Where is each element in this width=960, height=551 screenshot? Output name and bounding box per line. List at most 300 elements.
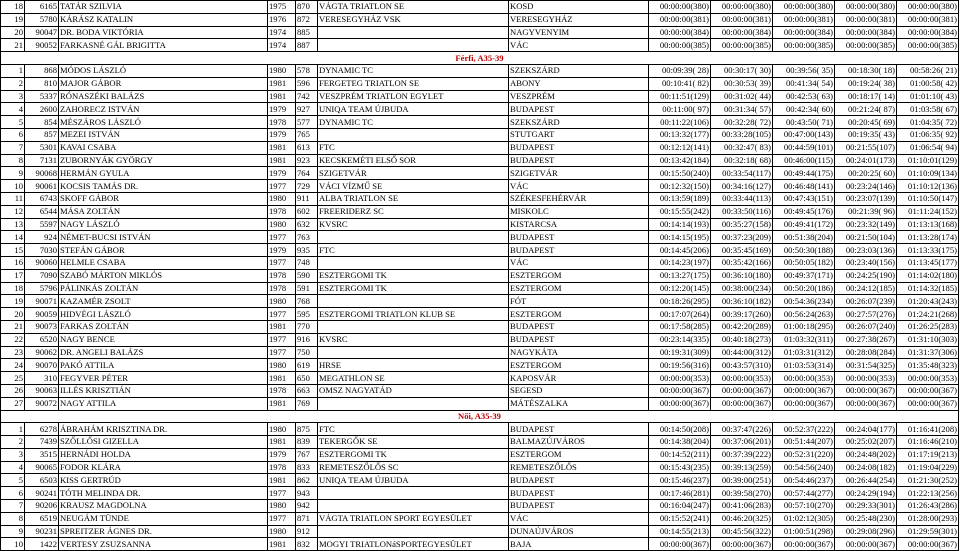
club-cell: REMETESZŐLŐS SC [318,461,509,474]
city-cell: SEGESD [509,384,649,397]
swim-time-cell: 00:00:00(381) [649,13,711,26]
city-cell: KISTARCSA [509,218,649,231]
run-time-cell: 00:00:00(385) [835,39,897,52]
total-time-cell: 01:21:30(252) [897,474,959,487]
bib-cell: 5337 [25,90,59,103]
category-title: Férfi, A35-39 [1,52,959,65]
bike-time-cell: 00:32:28( 72) [711,116,773,129]
table-row [1,282,959,295]
start-no-cell: 742 [296,90,318,103]
birth-year-cell: 1979 [268,103,296,116]
start-no-cell: 619 [296,359,318,372]
bike-time-cell: 00:32:18( 68) [711,154,773,167]
city-cell: ESZTERGOM [509,359,649,372]
birth-year-cell: 1974 [268,26,296,39]
bike-time-cell: 00:36:10(182) [711,295,773,308]
total-time-cell: 00:00:00(353) [897,372,959,385]
swim-time-cell: 00:00:00(384) [649,26,711,39]
place-cell: 23 [1,346,25,359]
run-time-cell: 00:24:04(177) [835,423,897,436]
birth-year-cell: 1980 [268,218,296,231]
bike-time-cell: 00:00:00(384) [711,26,773,39]
bib-cell: 90059 [25,308,59,321]
run-time-cell: 00:26:44(254) [835,474,897,487]
club-cell: ESZTERGOMI TRIATLON KLUB SE [318,308,509,321]
place-cell: 2 [1,77,25,90]
bike-time-cell: 00:33:50(116) [711,205,773,218]
name-cell: SZŐLLŐSI GIZELLA [59,436,268,449]
bib-cell: 868 [25,64,59,77]
swim-bike-time-cell: 01:00:51(298) [773,525,835,538]
city-cell: ESZTERGOM [509,308,649,321]
start-no-cell: 912 [296,525,318,538]
run-time-cell: 00:28:08(284) [835,346,897,359]
table-row [1,77,959,90]
birth-year-cell: 1981 [268,474,296,487]
bike-time-cell: 00:33:54(117) [711,167,773,180]
swim-bike-time-cell: 00:50:20(186) [773,282,835,295]
bib-cell: 810 [25,77,59,90]
table-row [1,384,959,397]
start-no-cell: 767 [296,448,318,461]
swim-bike-time-cell: 00:00:00(384) [773,26,835,39]
birth-year-cell: 1981 [268,77,296,90]
city-cell: BUDAPEST [509,244,649,257]
swim-bike-time-cell: 00:00:00(353) [773,372,835,385]
total-time-cell: 01:35:48(323) [897,359,959,372]
place-cell: 3 [1,90,25,103]
start-no-cell: 764 [296,167,318,180]
start-no-cell: 768 [296,295,318,308]
name-cell: NAGY BENCE [59,333,268,346]
birth-year-cell: 1981 [268,372,296,385]
place-cell: 19 [1,295,25,308]
birth-year-cell: 1980 [268,64,296,77]
start-no-cell: 927 [296,103,318,116]
swim-time-cell: 00:11:51(129) [649,90,711,103]
bike-time-cell: 00:39:17(260) [711,308,773,321]
run-time-cell: 00:27:38(267) [835,333,897,346]
swim-bike-time-cell: 00:49:41(172) [773,218,835,231]
club-cell: MOGYI TRIATLONáSPORTEGYESÜLET [318,538,509,551]
swim-bike-time-cell: 00:43:50( 71) [773,116,835,129]
bike-time-cell: 00:00:00(367) [711,384,773,397]
bike-time-cell: 00:36:10(180) [711,269,773,282]
place-cell: 18 [1,282,25,295]
swim-bike-time-cell: 00:51:38(204) [773,231,835,244]
birth-year-cell: 1977 [268,333,296,346]
run-time-cell: 00:21:24( 87) [835,103,897,116]
swim-bike-time-cell: 00:52:37(222) [773,423,835,436]
bike-time-cell: 00:34:16(127) [711,180,773,193]
bib-cell: 90068 [25,167,59,180]
bib-cell: 6165 [25,1,59,14]
swim-bike-time-cell: 00:51:44(207) [773,436,835,449]
bib-cell: 857 [25,128,59,141]
club-cell: ESZTERGOMI TK [318,448,509,461]
swim-time-cell: 00:14:14(193) [649,218,711,231]
swim-time-cell: 00:00:00(385) [649,39,711,52]
start-no-cell: 748 [296,256,318,269]
table-row [1,474,959,487]
table-row [1,423,959,436]
place-cell: 4 [1,103,25,116]
swim-time-cell: 00:15:46(237) [649,474,711,487]
total-time-cell: 01:01:10( 43) [897,90,959,103]
bib-cell: 6544 [25,205,59,218]
table-row [1,90,959,103]
bib-cell: 5597 [25,218,59,231]
name-cell: FODOR KLÁRA [59,461,268,474]
bib-cell: 1422 [25,538,59,551]
total-time-cell: 01:31:37(306) [897,346,959,359]
swim-time-cell: 00:17:07(264) [649,308,711,321]
bib-cell: 90063 [25,384,59,397]
swim-time-cell: 00:13:42(184) [649,154,711,167]
bike-time-cell: 00:33:28(105) [711,128,773,141]
run-time-cell: 00:24:29(194) [835,487,897,500]
club-cell [318,256,509,269]
bib-cell: 5301 [25,141,59,154]
club-cell: FTC [318,423,509,436]
birth-year-cell: 1980 [268,423,296,436]
place-cell: 3 [1,448,25,461]
bike-time-cell: 00:30:53( 39) [711,77,773,90]
swim-bike-time-cell: 01:03:53(314) [773,359,835,372]
bib-cell: 6743 [25,192,59,205]
start-no-cell: 885 [296,26,318,39]
run-time-cell: 00:19:35( 43) [835,128,897,141]
run-time-cell: 00:21:55(107) [835,141,897,154]
city-cell: BUDAPEST [509,500,649,513]
club-cell: DYNAMIC TC [318,116,509,129]
bib-cell: 90060 [25,256,59,269]
place-cell: 8 [1,154,25,167]
swim-time-cell: 00:11:00( 97) [649,103,711,116]
birth-year-cell: 1977 [268,180,296,193]
birth-year-cell: 1979 [268,128,296,141]
bike-time-cell: 00:31:34( 57) [711,103,773,116]
start-no-cell: 870 [296,1,318,14]
city-cell: VÁC [509,256,649,269]
place-cell: 6 [1,487,25,500]
run-time-cell: 00:27:57(276) [835,308,897,321]
birth-year-cell: 1978 [268,282,296,295]
swim-time-cell: 00:14:45(206) [649,244,711,257]
swim-time-cell: 00:00:00(353) [649,372,711,385]
run-time-cell: 00:31:54(325) [835,359,897,372]
place-cell: 21 [1,39,25,52]
place-cell: 20 [1,26,25,39]
club-cell [318,346,509,359]
place-cell: 15 [1,244,25,257]
start-no-cell: 839 [296,436,318,449]
total-time-cell: 01:13:33(175) [897,244,959,257]
total-time-cell: 01:10:12(136) [897,180,959,193]
table-row [1,308,959,321]
bib-cell: 854 [25,116,59,129]
name-cell: TÓTH MELINDA DR. [59,487,268,500]
run-time-cell: 00:18:30( 18) [835,64,897,77]
swim-bike-time-cell: 01:02:12(305) [773,512,835,525]
swim-time-cell: 00:11:22(106) [649,116,711,129]
bike-time-cell: 00:35:27(158) [711,218,773,231]
birth-year-cell: 1981 [268,538,296,551]
bib-cell: 2600 [25,103,59,116]
swim-bike-time-cell: 00:54:46(237) [773,474,835,487]
table-row [1,64,959,77]
swim-bike-time-cell: 00:44:59(101) [773,141,835,154]
run-time-cell: 00:00:00(367) [835,538,897,551]
start-no-cell: 577 [296,116,318,129]
run-time-cell: 00:24:12(185) [835,282,897,295]
name-cell: HERMÁN GYULA [59,167,268,180]
club-cell: TEKERGŐK SE [318,436,509,449]
name-cell: TATÁR SZILVIA [59,1,268,14]
birth-year-cell: 1981 [268,320,296,333]
table-row [1,295,959,308]
club-cell: UNIQA TEAM ÚJBUDA [318,474,509,487]
table-row [1,461,959,474]
swim-time-cell: 00:00:00(367) [649,538,711,551]
bike-time-cell: 00:32:47( 83) [711,141,773,154]
club-cell: KECSKEMÉTI ELSŐ SOR [318,154,509,167]
bike-time-cell: 00:37:39(222) [711,448,773,461]
swim-time-cell: 00:23:14(335) [649,333,711,346]
club-cell [318,320,509,333]
place-cell: 14 [1,231,25,244]
swim-time-cell: 00:16:04(247) [649,500,711,513]
swim-bike-time-cell: 00:49:44(175) [773,167,835,180]
swim-time-cell: 00:14:55(213) [649,525,711,538]
bike-time-cell: 00:39:00(251) [711,474,773,487]
swim-bike-time-cell: 01:03:32(311) [773,333,835,346]
club-cell: MEGATHLON SE [318,372,509,385]
total-time-cell: 01:06:35( 92) [897,128,959,141]
birth-year-cell: 1981 [268,90,296,103]
club-cell [318,128,509,141]
bib-cell: 6519 [25,512,59,525]
birth-year-cell: 1975 [268,1,296,14]
club-cell: KVSRC [318,333,509,346]
city-cell: NAGYVENYIM [509,26,649,39]
start-no-cell: 887 [296,39,318,52]
city-cell: SZEKSZÁRD [509,116,649,129]
swim-time-cell: 00:14:52(211) [649,448,711,461]
run-time-cell: 00:25:02(207) [835,436,897,449]
city-cell: VESZPRÉM [509,90,649,103]
name-cell: NÉMET-BUCSI ISTVÁN [59,231,268,244]
total-time-cell: 01:10:01(129) [897,154,959,167]
start-no-cell: 862 [296,474,318,487]
total-time-cell: 01:13:13(168) [897,218,959,231]
swim-bike-time-cell: 00:39:56( 35) [773,64,835,77]
table-row [1,103,959,116]
place-cell: 9 [1,525,25,538]
bib-cell: 90231 [25,525,59,538]
total-time-cell: 01:31:10(303) [897,333,959,346]
name-cell: RÓNASZÉKI BALÁZS [59,90,268,103]
club-cell: ALBA TRIATLON SE [318,192,509,205]
table-row [1,39,959,52]
bib-cell: 7090 [25,269,59,282]
name-cell: ZAHORECZ ISTVÁN [59,103,268,116]
name-cell: HELMLE CSABA [59,256,268,269]
name-cell: KÁRÁSZ KATALIN [59,13,268,26]
run-time-cell: 00:24:08(182) [835,461,897,474]
start-no-cell: 729 [296,180,318,193]
run-time-cell: 00:21:39( 96) [835,205,897,218]
swim-bike-time-cell: 00:00:00(381) [773,13,835,26]
bib-cell: 90070 [25,359,59,372]
start-no-cell: 595 [296,308,318,321]
swim-bike-time-cell: 00:52:31(220) [773,448,835,461]
swim-bike-time-cell: 00:57:10(270) [773,500,835,513]
place-cell: 19 [1,13,25,26]
start-no-cell: 832 [296,538,318,551]
club-cell: FTC [318,244,509,257]
start-no-cell: 872 [296,13,318,26]
run-time-cell: 00:19:24( 38) [835,77,897,90]
club-cell [318,500,509,513]
start-no-cell: 923 [296,154,318,167]
city-cell: NAGYKÁTA [509,346,649,359]
city-cell: KAPOSVÁR [509,372,649,385]
birth-year-cell: 1979 [268,244,296,257]
city-cell: KOSD [509,1,649,14]
bib-cell: 90062 [25,346,59,359]
club-cell: FTC [318,141,509,154]
bib-cell: 3515 [25,448,59,461]
name-cell: ZUBORNYÁK GYÖRGY [59,154,268,167]
table-row [1,372,959,385]
club-cell: VÁGTA TRIATLON SE [318,1,509,14]
total-time-cell: 00:00:00(367) [897,384,959,397]
bike-time-cell: 00:43:57(310) [711,359,773,372]
total-time-cell: 01:13:45(177) [897,256,959,269]
name-cell: MAJOR GÁBOR [59,77,268,90]
name-cell: KAVAI CSABA [59,141,268,154]
start-no-cell: 769 [296,397,318,410]
total-time-cell: 01:17:19(213) [897,448,959,461]
swim-bike-time-cell: 00:50:30(188) [773,244,835,257]
table-row [1,205,959,218]
bib-cell: 6503 [25,474,59,487]
total-time-cell: 01:13:28(174) [897,231,959,244]
swim-time-cell: 00:12:32(150) [649,180,711,193]
birth-year-cell: 1977 [268,512,296,525]
bike-time-cell: 00:46:20(325) [711,512,773,525]
city-cell: ABONY [509,77,649,90]
name-cell: MÓDOS LÁSZLÓ [59,64,268,77]
bib-cell: 90072 [25,397,59,410]
name-cell: STEFÁN GÁBOR [59,244,268,257]
bike-time-cell: 00:00:00(367) [711,397,773,410]
place-cell: 13 [1,218,25,231]
start-no-cell: 590 [296,269,318,282]
place-cell: 9 [1,167,25,180]
city-cell: SZIGETVÁR [509,167,649,180]
swim-time-cell: 00:17:58(285) [649,320,711,333]
swim-time-cell: 00:14:15(195) [649,231,711,244]
swim-time-cell: 00:13:27(175) [649,269,711,282]
total-time-cell: 01:24:21(268) [897,308,959,321]
bike-time-cell: 00:00:00(380) [711,1,773,14]
city-cell: BUDAPEST [509,474,649,487]
city-cell: REMETESZŐLŐS [509,461,649,474]
results-body [1,1,959,551]
total-time-cell: 01:26:25(283) [897,320,959,333]
table-row [1,487,959,500]
city-cell: BUDAPEST [509,423,649,436]
swim-bike-time-cell: 01:03:31(312) [773,346,835,359]
place-cell: 4 [1,461,25,474]
birth-year-cell: 1978 [268,116,296,129]
place-cell: 1 [1,423,25,436]
birth-year-cell: 1976 [268,13,296,26]
club-cell [318,525,509,538]
swim-time-cell: 00:10:41( 82) [649,77,711,90]
bike-time-cell: 00:00:00(353) [711,372,773,385]
run-time-cell: 00:29:33(301) [835,500,897,513]
start-no-cell: 770 [296,320,318,333]
swim-time-cell: 00:00:00(367) [649,397,711,410]
bike-time-cell: 00:39:58(270) [711,487,773,500]
place-cell: 7 [1,500,25,513]
name-cell: PAKÓ ATTILA [59,359,268,372]
table-row [1,1,959,14]
name-cell: NEUGÁM TÜNDE [59,512,268,525]
swim-time-cell: 00:14:50(208) [649,423,711,436]
start-no-cell: 613 [296,141,318,154]
city-cell: BUDAPEST [509,103,649,116]
table-row [1,154,959,167]
start-no-cell: 911 [296,192,318,205]
start-no-cell: 935 [296,244,318,257]
swim-bike-time-cell: 00:00:00(385) [773,39,835,52]
city-cell: BALMAZÚJVÁROS [509,436,649,449]
bib-cell: 5796 [25,282,59,295]
place-cell: 6 [1,128,25,141]
swim-time-cell: 00:18:26(295) [649,295,711,308]
birth-year-cell: 1978 [268,269,296,282]
place-cell: 8 [1,512,25,525]
table-row [1,500,959,513]
place-cell: 11 [1,192,25,205]
place-cell: 5 [1,474,25,487]
place-cell: 22 [1,333,25,346]
club-cell [318,39,509,52]
start-no-cell: 765 [296,128,318,141]
birth-year-cell: 1981 [268,397,296,410]
bike-time-cell: 00:30:17( 30) [711,64,773,77]
start-no-cell: 833 [296,461,318,474]
swim-bike-time-cell: 00:47:43(151) [773,192,835,205]
total-time-cell: 01:28:00(293) [897,512,959,525]
run-time-cell: 00:26:07(239) [835,295,897,308]
swim-bike-time-cell: 00:56:24(263) [773,308,835,321]
bike-time-cell: 00:31:02( 44) [711,90,773,103]
birth-year-cell: 1980 [268,192,296,205]
swim-time-cell: 00:00:00(367) [649,384,711,397]
club-cell: VÁGTA TRIATLON SPORT EGYESÜLET [318,512,509,525]
swim-time-cell: 00:15:43(235) [649,461,711,474]
swim-bike-time-cell: 01:00:18(295) [773,320,835,333]
bib-cell: 924 [25,231,59,244]
swim-time-cell: 00:15:50(240) [649,167,711,180]
swim-bike-time-cell: 00:00:00(367) [773,384,835,397]
birth-year-cell: 1980 [268,500,296,513]
